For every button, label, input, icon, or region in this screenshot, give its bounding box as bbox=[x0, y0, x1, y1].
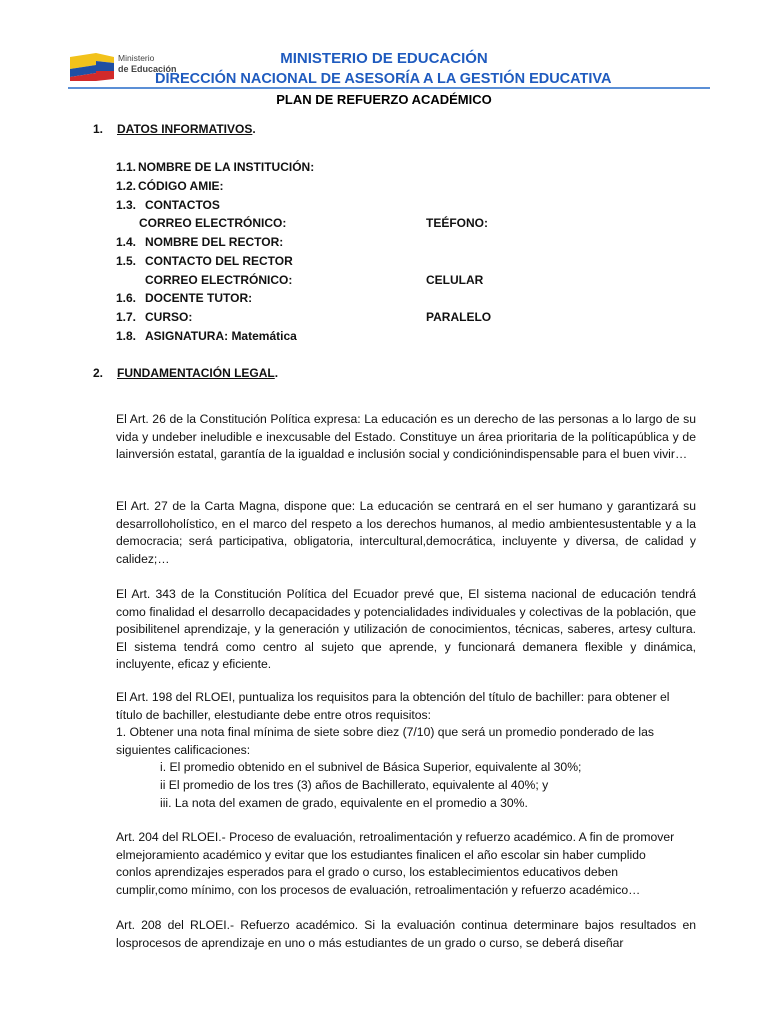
paragraph-line: 1. Obtener una nota final mínima de siete sobre diez (7/10) que será un promedio ponderado de las bbox=[116, 725, 654, 740]
legal-paragraph-art198 bbox=[116, 689, 696, 812]
section-title: DATOS INFORMATIVOS bbox=[117, 122, 253, 136]
info-row bbox=[116, 309, 192, 325]
section-number: 1. bbox=[93, 122, 104, 136]
info-label: CORREO ELECTRÓNICO: bbox=[145, 273, 293, 287]
info-number: 1.5. bbox=[116, 254, 137, 268]
paragraph-line: cumplir,como mínimo, con los procesos de evaluación, retroalimentación y refuerzo académico… bbox=[116, 882, 641, 897]
mobile-label: CELULAR bbox=[426, 273, 484, 287]
ministry-title: MINISTERIO DE EDUCACIÓN bbox=[280, 50, 488, 67]
info-label: CONTACTO DEL RECTOR bbox=[145, 254, 293, 268]
legal-paragraph-art204 bbox=[116, 829, 696, 899]
info-label: CONTACTOS bbox=[145, 198, 220, 212]
info-label: CORREO ELECTRÓNICO: bbox=[139, 216, 287, 230]
section-number: 2. bbox=[93, 366, 104, 380]
info-row bbox=[116, 159, 314, 175]
parallel-label: PARALELO bbox=[426, 310, 492, 324]
info-row bbox=[139, 215, 286, 231]
paragraph-line: conlos aprendizajes esperados para el grado o curso, los establecimientos educativos deben bbox=[116, 865, 619, 880]
header-divider bbox=[68, 87, 710, 89]
info-row bbox=[116, 178, 224, 194]
info-number: 1.7. bbox=[116, 310, 137, 324]
section-title: FUNDAMENTACIÓN LEGAL bbox=[117, 366, 275, 380]
paragraph-line: siguientes calificaciones: bbox=[116, 742, 251, 757]
paragraph-line: El Art. 198 del RLOEI, puntualiza los requisitos para la obtención del título de bachiller: para obtener el bbox=[116, 690, 670, 704]
paragraph-line: título de bachiller, elestudiante debe entre otros requisitos: bbox=[116, 707, 432, 722]
legal-paragraph-art208: Art. 208 del RLOEI.- Refuerzo académico. Si la evaluación continua determinare bajos resultados en losprocesos de aprendizaje en uno o más estudiantes de un grado o curso, se deberá diseñar bbox=[116, 918, 696, 950]
info-label: CÓDIGO AMIE: bbox=[138, 179, 224, 193]
info-number: 1.8. bbox=[116, 329, 137, 343]
info-row bbox=[116, 197, 220, 213]
logo-text-bottom: de Educación bbox=[118, 64, 177, 74]
legal-paragraph-art343: El Art. 343 de la Constitución Política del Ecuador prevé que, El sistema nacional de educación tendrá como finalidad el desarrollo decapacidades y potencialidades individuales y colectivas de la población, que posibilitenel aprendizaje, y la generación y utilización de conocimientos, técnicas, saberes, artesy cultura. El sistema tendrá como centro al sujeto que aprende, y funcionará demanera flexible y dinámica, incluyente, eficaz y eficiente. bbox=[116, 587, 696, 672]
list-item: iii. La nota del examen de grado, equivalente en el promedio a 30%. bbox=[160, 795, 528, 810]
phone-label: TEÉFONO: bbox=[426, 216, 488, 230]
info-number: 1.4. bbox=[116, 235, 137, 249]
legal-paragraph-art26: El Art. 26 de la Constitución Política expresa: La educación es un derecho de las personas a lo largo de su vida y undeber ineludible e inexcusable del Estado. Constituye un área prioritaria de la políticapública y de lainversión estatal, garantía de la igualdad e inclusión social y condiciónindispensable para el buen vivir… bbox=[116, 412, 696, 462]
section-title-suffix: . bbox=[252, 122, 256, 136]
direction-title: DIRECCIÓN NACIONAL DE ASESORÍA A LA GESTIÓN EDUCATIVA bbox=[155, 71, 612, 87]
info-label: NOMBRE DE LA INSTITUCIÓN: bbox=[138, 160, 315, 174]
info-label: CURSO: bbox=[145, 310, 193, 324]
info-row bbox=[116, 328, 297, 344]
info-number: 1.2. bbox=[116, 179, 137, 193]
info-row bbox=[116, 253, 293, 269]
section-title-suffix: . bbox=[274, 366, 279, 380]
section-2-heading bbox=[93, 365, 278, 381]
paragraph-line: elmejoramiento académico y evitar que los estudiantes finalicen el año escolar sin haber cumplido bbox=[116, 847, 646, 862]
info-row bbox=[116, 290, 252, 306]
info-number: 1.3. bbox=[116, 198, 137, 212]
info-label: ASIGNATURA: Matemática bbox=[145, 329, 297, 343]
info-row bbox=[145, 272, 292, 288]
paragraph-line: Art. 204 del RLOEI.- Proceso de evaluación, retroalimentación y refuerzo académico. A fin de promover bbox=[116, 830, 675, 844]
document-title: PLAN DE REFUERZO ACADÉMICO bbox=[276, 92, 492, 107]
section-1-heading bbox=[93, 121, 256, 137]
logo-text-top: Ministerio bbox=[118, 53, 155, 63]
info-number: 1.1. bbox=[116, 160, 137, 174]
list-item: ii El promedio de los tres (3) años de Bachillerato, equivalente al 40%; y bbox=[160, 777, 549, 792]
legal-paragraph-art27: El Art. 27 de la Carta Magna, dispone que: La educación se centrará en el ser humano y garantizará su desarrolloholístico, en el marco del respeto a los derechos humanos, al medio ambientesustentable y a la democracia; será participativa, obligatoria, intercultural,democrática, incluyente y diversa, de calidad y calidez;… bbox=[116, 499, 696, 566]
info-row bbox=[116, 234, 283, 250]
info-number: 1.6. bbox=[116, 291, 137, 305]
info-label: NOMBRE DEL RECTOR: bbox=[145, 235, 284, 249]
info-label: DOCENTE TUTOR: bbox=[145, 291, 253, 305]
list-item: i. El promedio obtenido en el subnivel de Básica Superior, equivalente al 30%; bbox=[160, 760, 582, 775]
